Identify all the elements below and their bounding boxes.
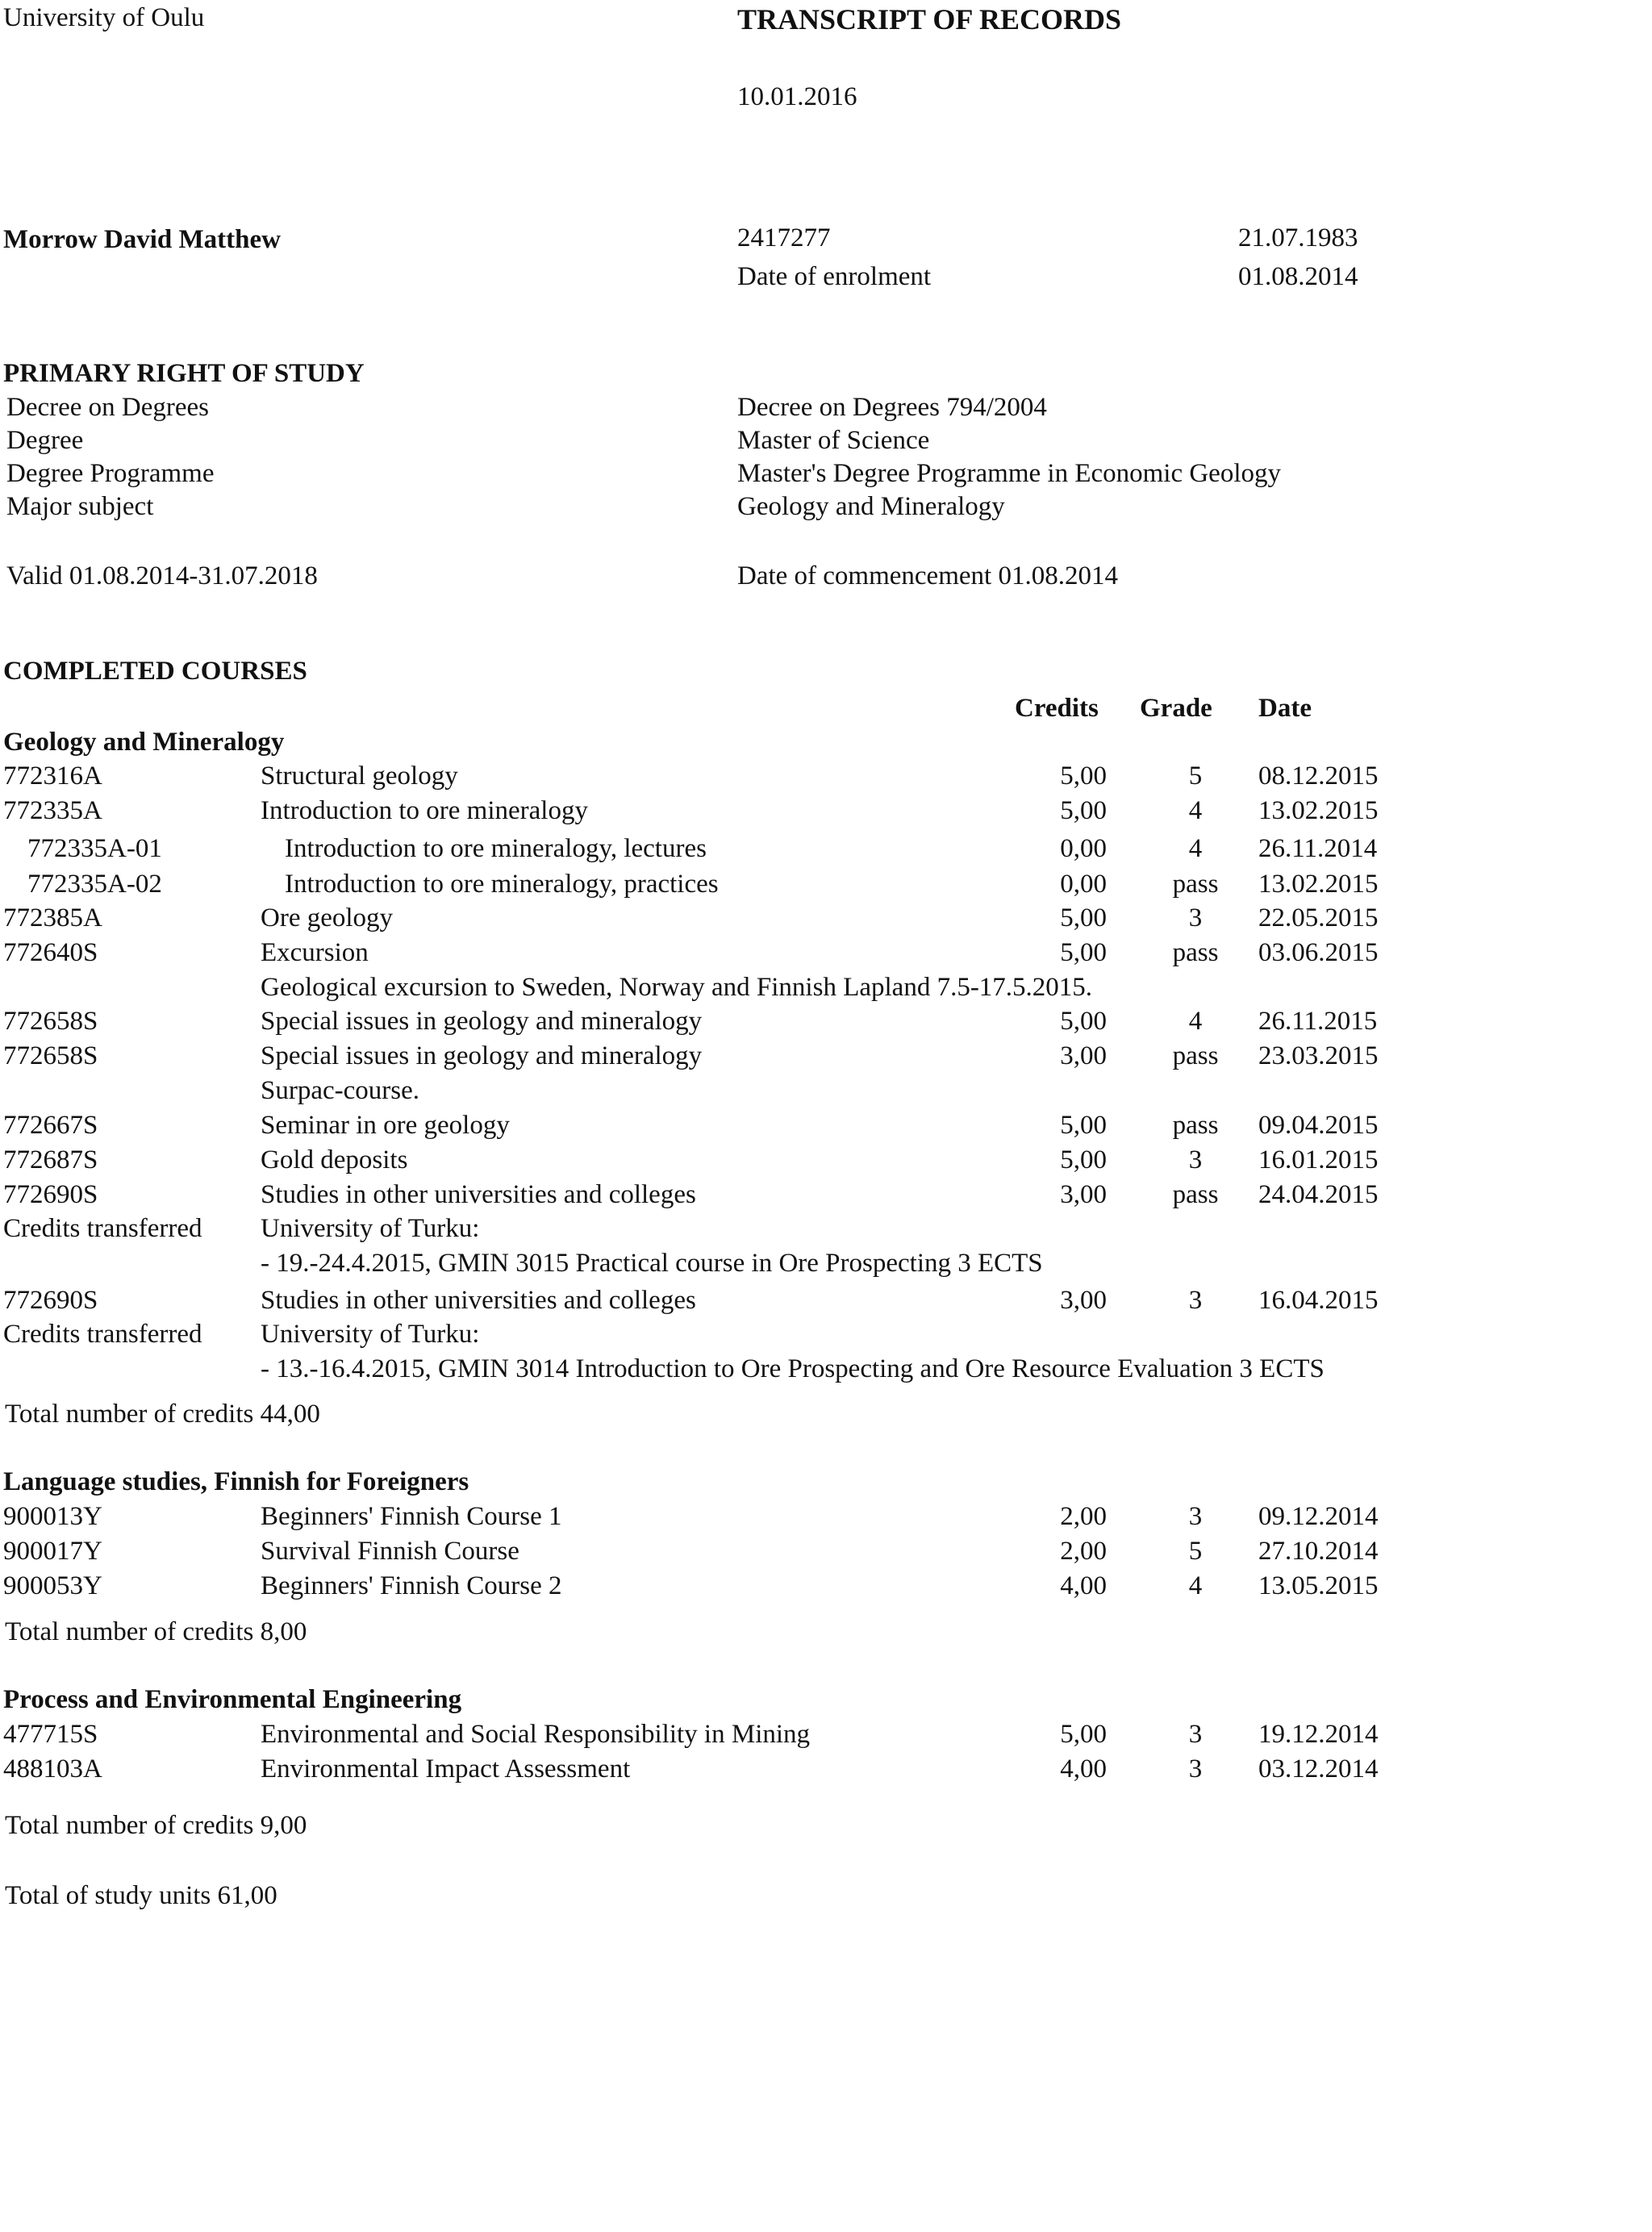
course-grade: 4 xyxy=(1188,1007,1203,1036)
course-date: 23.03.2015 xyxy=(1258,1041,1379,1070)
course-code: 772690S xyxy=(3,1180,98,1209)
course-date: 22.05.2015 xyxy=(1258,903,1379,932)
course-credits: 3,00 xyxy=(1060,1180,1107,1209)
course-date: 26.11.2014 xyxy=(1258,834,1378,863)
course-code: 772316A xyxy=(3,761,102,791)
course-credits: 0,00 xyxy=(1060,834,1107,863)
course-code: 772687S xyxy=(3,1145,98,1174)
course-name: Beginners' Finnish Course 2 xyxy=(261,1571,562,1600)
right-label-decree: Decree on Degrees xyxy=(6,393,210,422)
course-grade: 4 xyxy=(1188,834,1203,863)
course-grade: 3 xyxy=(1188,1286,1203,1315)
course-grade: pass xyxy=(1172,1111,1219,1140)
enrolment-date: 01.08.2014 xyxy=(1238,262,1358,291)
issue-date: 10.01.2016 xyxy=(737,82,857,111)
course-credits: 2,00 xyxy=(1060,1537,1107,1566)
course-date: 16.01.2015 xyxy=(1258,1145,1379,1174)
course-group-title: Process and Environmental Engineering xyxy=(3,1685,462,1714)
right-value-degree: Master of Science xyxy=(737,426,930,455)
course-credits: 4,00 xyxy=(1060,1754,1107,1784)
right-label-major: Major subject xyxy=(6,492,154,521)
course-grade: pass xyxy=(1172,1180,1219,1209)
course-date: 16.04.2015 xyxy=(1258,1286,1379,1315)
course-code: 772335A xyxy=(3,796,102,825)
course-date: 09.04.2015 xyxy=(1258,1111,1379,1140)
course-name: Ore geology xyxy=(261,903,394,932)
document-title: TRANSCRIPT OF RECORDS xyxy=(737,3,1122,35)
group-total-credits: Total number of credits 44,00 xyxy=(5,1400,320,1429)
course-note: Geological excursion to Sweden, Norway and Finnish Lapland 7.5-17.5.2015. xyxy=(261,973,1093,1002)
course-credits: 5,00 xyxy=(1060,1145,1107,1174)
course-credits: 3,00 xyxy=(1060,1286,1107,1315)
course-grade: 3 xyxy=(1188,1754,1203,1784)
birth-date: 21.07.1983 xyxy=(1238,223,1358,252)
course-date: 13.05.2015 xyxy=(1258,1571,1379,1600)
course-code: 772335A-01 xyxy=(27,834,162,863)
course-note: - 13.-16.4.2015, GMIN 3014 Introduction to Ore Prospecting and Ore Resource Evaluation 3 ECTS xyxy=(261,1354,1325,1383)
course-credits: 5,00 xyxy=(1060,1111,1107,1140)
course-credits: 0,00 xyxy=(1060,870,1107,899)
course-name: Studies in other universities and colleges xyxy=(261,1286,696,1315)
course-code: 900017Y xyxy=(3,1537,102,1566)
course-name: Studies in other universities and colleges xyxy=(261,1180,696,1209)
course-date: 13.02.2015 xyxy=(1258,870,1379,899)
validity-period: Valid 01.08.2014-31.07.2018 xyxy=(6,561,318,590)
course-note: Surpac-course. xyxy=(261,1076,420,1105)
course-code: 772658S xyxy=(3,1007,98,1036)
column-header-grade: Grade xyxy=(1140,694,1212,723)
course-code: 772385A xyxy=(3,903,102,932)
course-grade: pass xyxy=(1172,870,1219,899)
course-code: 772640S xyxy=(3,938,98,967)
course-date: 13.02.2015 xyxy=(1258,796,1379,825)
course-name: Survival Finnish Course xyxy=(261,1537,519,1566)
course-credits: 3,00 xyxy=(1060,1041,1107,1070)
course-date: 27.10.2014 xyxy=(1258,1537,1379,1566)
course-grade: 5 xyxy=(1188,1537,1203,1566)
university-name: University of Oulu xyxy=(3,3,205,32)
course-name: Special issues in geology and mineralogy xyxy=(261,1007,703,1036)
course-credits: 2,00 xyxy=(1060,1502,1107,1531)
course-name: Introduction to ore mineralogy, practices xyxy=(285,870,719,899)
right-value-decree: Decree on Degrees 794/2004 xyxy=(737,393,1047,422)
course-grade: 3 xyxy=(1188,1720,1203,1749)
enrolment-label: Date of enrolment xyxy=(737,262,932,291)
course-name: Environmental Impact Assessment xyxy=(261,1754,631,1784)
course-credits: 5,00 xyxy=(1060,761,1107,791)
course-name: Special issues in geology and mineralogy xyxy=(261,1041,703,1070)
course-name: Excursion xyxy=(261,938,369,967)
course-grade: 3 xyxy=(1188,903,1203,932)
course-grade: 4 xyxy=(1188,1571,1203,1600)
course-credits: 5,00 xyxy=(1060,1720,1107,1749)
course-code: 900053Y xyxy=(3,1571,102,1600)
course-code: 477715S xyxy=(3,1720,98,1749)
course-name: Gold deposits xyxy=(261,1145,408,1174)
course-code: Credits transferred xyxy=(3,1320,202,1349)
course-name: University of Turku: xyxy=(261,1214,480,1243)
course-grade: pass xyxy=(1172,938,1219,967)
right-label-programme: Degree Programme xyxy=(6,459,215,488)
grand-total-study-units: Total of study units 61,00 xyxy=(5,1881,277,1910)
right-value-programme: Master's Degree Programme in Economic Geology xyxy=(737,459,1282,488)
course-date: 03.12.2014 xyxy=(1258,1754,1379,1784)
course-note: - 19.-24.4.2015, GMIN 3015 Practical course in Ore Prospecting 3 ECTS xyxy=(261,1249,1043,1278)
course-name: Introduction to ore mineralogy, lectures xyxy=(285,834,707,863)
completed-courses-heading: COMPLETED COURSES xyxy=(3,657,307,686)
course-code: 772690S xyxy=(3,1286,98,1315)
course-code: 488103A xyxy=(3,1754,102,1784)
course-group-title: Language studies, Finnish for Foreigners xyxy=(3,1467,469,1496)
course-code: Credits transferred xyxy=(3,1214,202,1243)
course-group-title: Geology and Mineralogy xyxy=(3,728,285,757)
course-credits: 5,00 xyxy=(1060,903,1107,932)
group-total-credits: Total number of credits 9,00 xyxy=(5,1811,307,1840)
course-date: 09.12.2014 xyxy=(1258,1502,1379,1531)
course-name: Beginners' Finnish Course 1 xyxy=(261,1502,562,1531)
course-name: Seminar in ore geology xyxy=(261,1111,510,1140)
course-credits: 4,00 xyxy=(1060,1571,1107,1600)
course-name: Introduction to ore mineralogy xyxy=(261,796,588,825)
student-number: 2417277 xyxy=(737,223,831,252)
course-credits: 5,00 xyxy=(1060,796,1107,825)
course-date: 08.12.2015 xyxy=(1258,761,1379,791)
course-code: 772658S xyxy=(3,1041,98,1070)
course-code: 772667S xyxy=(3,1111,98,1140)
course-date: 03.06.2015 xyxy=(1258,938,1379,967)
group-total-credits: Total number of credits 8,00 xyxy=(5,1617,307,1646)
primary-right-heading: PRIMARY RIGHT OF STUDY xyxy=(3,359,365,388)
commencement-date: Date of commencement 01.08.2014 xyxy=(737,561,1118,590)
course-name: Environmental and Social Responsibility in Mining xyxy=(261,1720,811,1749)
course-code: 900013Y xyxy=(3,1502,102,1531)
column-header-credits: Credits xyxy=(1015,694,1099,723)
course-name: Structural geology xyxy=(261,761,458,791)
course-grade: 4 xyxy=(1188,796,1203,825)
student-name: Morrow David Matthew xyxy=(3,225,281,254)
right-label-degree: Degree xyxy=(6,426,84,455)
course-grade: 3 xyxy=(1188,1145,1203,1174)
course-code: 772335A-02 xyxy=(27,870,162,899)
course-credits: 5,00 xyxy=(1060,1007,1107,1036)
course-name: University of Turku: xyxy=(261,1320,480,1349)
course-credits: 5,00 xyxy=(1060,938,1107,967)
course-date: 19.12.2014 xyxy=(1258,1720,1379,1749)
course-date: 26.11.2015 xyxy=(1258,1007,1378,1036)
course-grade: pass xyxy=(1172,1041,1219,1070)
course-grade: 3 xyxy=(1188,1502,1203,1531)
course-grade: 5 xyxy=(1188,761,1203,791)
course-date: 24.04.2015 xyxy=(1258,1180,1379,1209)
column-header-date: Date xyxy=(1258,694,1312,723)
right-value-major: Geology and Mineralogy xyxy=(737,492,1005,521)
